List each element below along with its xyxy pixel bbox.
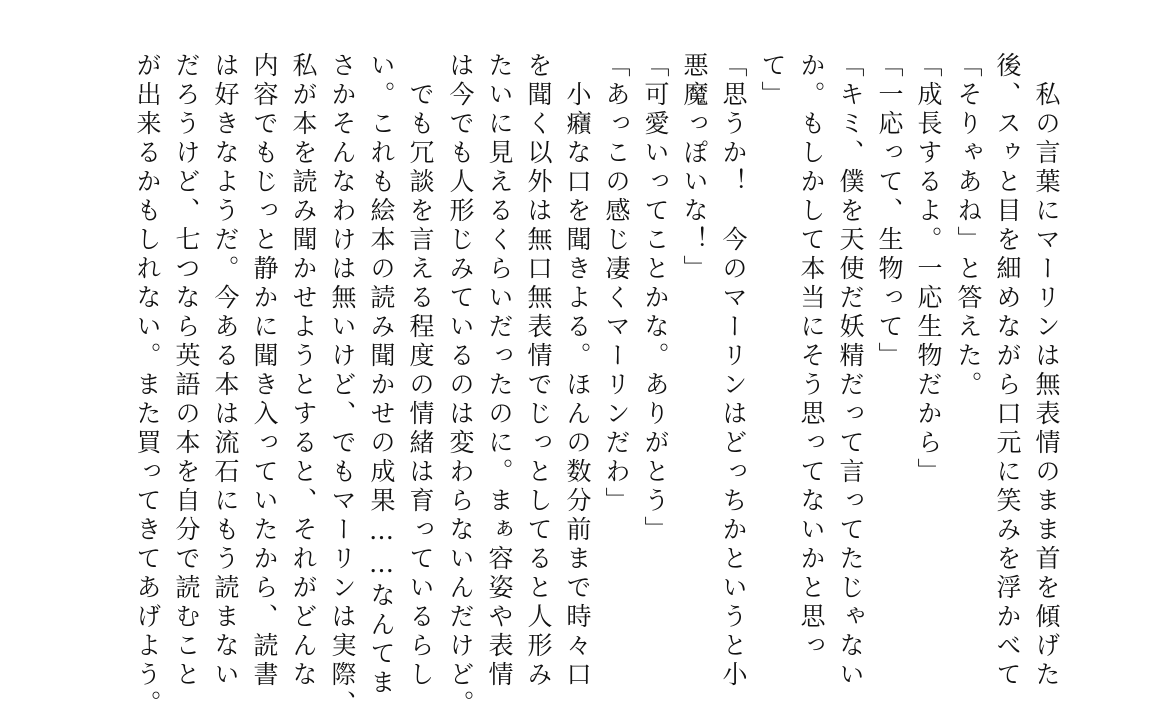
text-line: たいに見えるくらいだったのに。まぁ容姿や表情 xyxy=(485,52,514,690)
text-line: て」 xyxy=(758,52,787,110)
text-line: 内容でもじっと静かに聞き入っていたから、読書 xyxy=(250,52,279,690)
text-line: でも冗談を言える程度の情緒は育っているらし xyxy=(406,52,435,690)
text-line: 私が本を読み聞かせようとすると、それがどんな xyxy=(289,52,318,690)
text-line: 「キミ、僕を天使だ妖精だって言ってたじゃない xyxy=(836,52,865,690)
text-line: だろうけど、七つなら英語の本を自分で読むこと xyxy=(172,52,201,690)
text-line: を聞く以外は無口無表情でじっとしてると人形み xyxy=(524,52,553,690)
text-line: 「可愛いってことかな。ありがとう」 xyxy=(641,52,670,545)
text-line: 後、スゥと目を細めながら口元に笑みを浮かべて xyxy=(993,52,1022,690)
text-line: が出来るかもしれない。また買ってきてあげよう。 xyxy=(133,52,162,719)
text-line: い。これも絵本の読み聞かせの成果……なんてま xyxy=(367,52,396,698)
text-line: 「そりゃあね」と答えた。 xyxy=(954,52,983,400)
text-line: 「成長するよ。一応生物だから」 xyxy=(914,52,943,487)
text-line: は好きなようだ。今ある本は流石にもう読まない xyxy=(211,52,240,690)
text-line: 「あっこの感じ凄くマーリンだわ」 xyxy=(602,52,631,516)
text-line: 「一応って、生物って」 xyxy=(875,52,904,371)
text-line: 小癪な口を聞きよる。ほんの数分前まで時々口 xyxy=(563,52,592,690)
text-line: 私の言葉にマーリンは無表情のまま首を傾げた xyxy=(1032,52,1061,690)
text-line: か。もしかして本当にそう思ってないかと思っ xyxy=(797,52,826,661)
text-line: は今でも人形じみているのは変わらないんだけど。 xyxy=(446,52,475,719)
text-line: 「思うか！ 今のマーリンはどっちかというと小 xyxy=(719,52,748,690)
text-line: さかそんなわけは無いけど、でもマーリンは実際、 xyxy=(328,52,357,719)
text-line: 悪魔っぽいな！」 xyxy=(680,52,709,284)
